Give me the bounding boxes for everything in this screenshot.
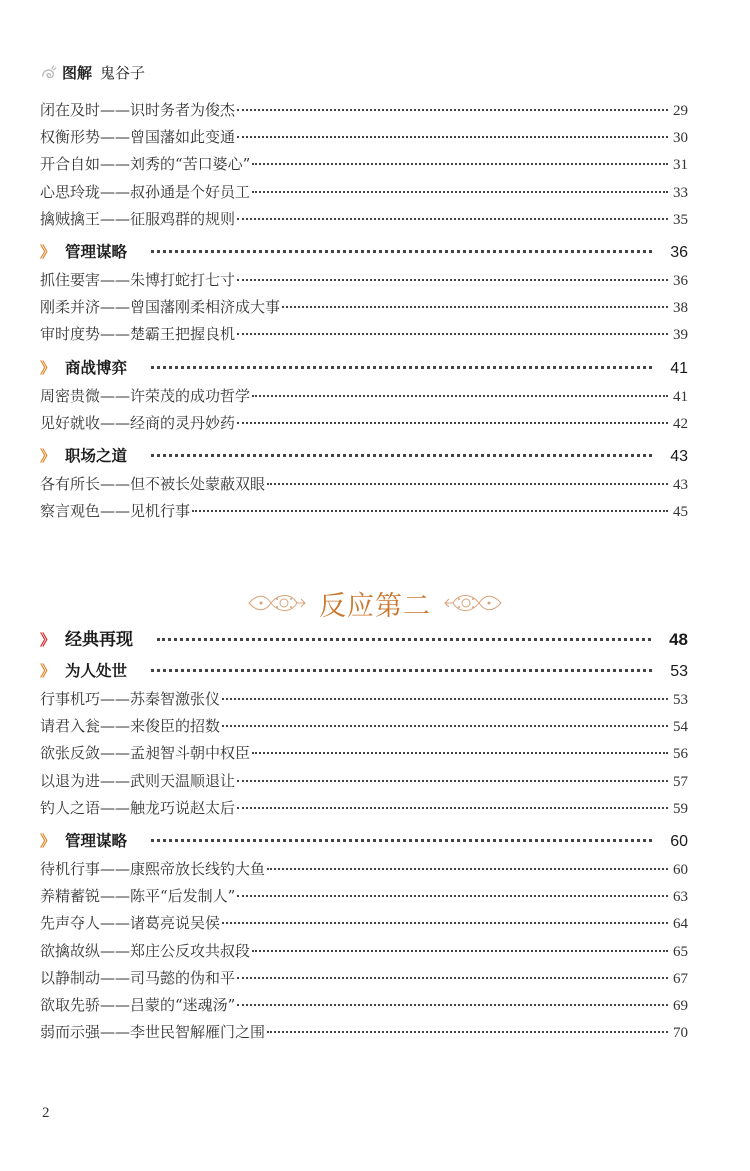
toc-entry[interactable]: 行事机巧——苏秦智激张仪 53 (40, 686, 688, 713)
chapter-title: 反应第二 (319, 590, 431, 622)
leader-dots (222, 922, 668, 924)
page-ref: 48 (669, 630, 688, 649)
snail-ornament-icon (40, 63, 58, 81)
leader-dots (237, 109, 668, 111)
page-ref: 63 (673, 889, 688, 906)
page-number: 2 (42, 1105, 50, 1121)
toc-section-heading[interactable]: 》 管理谋略 36 (40, 237, 688, 267)
toc-entry[interactable]: 刚柔并济——曾国藩刚柔相济成大事 38 (40, 294, 688, 321)
leader-dots (252, 163, 668, 165)
page-ref: 36 (670, 243, 688, 261)
page-ref: 41 (670, 359, 688, 377)
page-ref: 30 (673, 130, 688, 147)
leader-dots (237, 136, 668, 138)
toc-entry[interactable]: 以退为进——武则天温顺退让 57 (40, 768, 688, 795)
leader-dots (282, 306, 668, 308)
leader-dots (192, 510, 668, 512)
toc-entry[interactable]: 权衡形势——曾国藩如此变通 30 (40, 124, 688, 151)
leader-dots (237, 895, 668, 897)
leader-dots (222, 698, 668, 700)
floral-ornament-icon (443, 590, 503, 616)
page-ref: 60 (670, 832, 688, 850)
page-ref: 65 (673, 943, 688, 960)
leader-dots (237, 807, 668, 809)
toc-entry[interactable]: 周密贵微——许荣茂的成功哲学 41 (40, 383, 688, 410)
chevron-right-icon: 》 (40, 242, 56, 261)
chevron-right-icon: 》 (40, 831, 56, 850)
book-title: 鬼谷子 (100, 63, 146, 82)
leader-dots (237, 1004, 668, 1006)
toc-part-1 (40, 97, 688, 525)
page-ref: 38 (673, 300, 688, 317)
page-ref: 60 (673, 861, 688, 878)
running-header (40, 60, 145, 84)
toc-entry[interactable]: 见好就收——经商的灵丹妙药 42 (40, 410, 688, 437)
toc-main-heading[interactable]: 》 经典再现 48 (40, 624, 688, 656)
leader-dots (237, 780, 668, 782)
page-ref: 42 (673, 415, 688, 432)
toc-section-heading[interactable]: 》 为人处世 53 (40, 656, 688, 686)
toc-entry[interactable]: 审时度势——楚霸王把握良机 39 (40, 321, 688, 348)
toc-entry[interactable]: 擒贼擒王——征服鸡群的规则 35 (40, 206, 688, 233)
floral-ornament-icon (247, 590, 307, 616)
toc-entry[interactable]: 钓人之语——触龙巧说赵太后 59 (40, 795, 688, 822)
leader-dots (237, 279, 668, 281)
leader-dots (151, 669, 652, 672)
page-ref: 43 (670, 447, 688, 465)
leader-dots (252, 950, 668, 952)
leader-dots (267, 868, 668, 870)
chevron-right-icon: 》 (40, 358, 56, 377)
page-ref: 56 (673, 746, 688, 763)
page-ref: 39 (673, 327, 688, 344)
leader-dots (151, 366, 652, 369)
toc-entry[interactable]: 抓住要害——朱博打蛇打七寸 36 (40, 267, 688, 294)
toc-entry[interactable]: 待机行事——康熙帝放长线钓大鱼 60 (40, 856, 688, 883)
toc-entry[interactable]: 察言观色——见机行事 45 (40, 498, 688, 525)
toc-section-heading[interactable]: 》 职场之道 43 (40, 441, 688, 471)
chevron-right-icon: 》 (40, 662, 56, 680)
leader-dots (252, 752, 668, 754)
page-ref: 43 (673, 476, 688, 493)
leader-dots (151, 250, 652, 253)
toc-entry[interactable]: 养精蓄锐——陈平“后发制人” 63 (40, 883, 688, 910)
leader-dots (237, 977, 668, 979)
page-ref: 59 (673, 800, 688, 817)
leader-dots (237, 218, 668, 220)
toc-entry[interactable]: 开合自如——刘秀的“苦口婆心” 31 (40, 151, 688, 178)
toc-entry[interactable]: 心思玲珑——叔孙通是个好员工 33 (40, 179, 688, 206)
leader-dots (267, 483, 668, 485)
leader-dots (157, 638, 651, 641)
toc-entry[interactable]: 欲取先骄——吕蒙的“迷魂汤” 69 (40, 992, 688, 1019)
leader-dots (252, 191, 668, 193)
page-ref: 53 (673, 692, 688, 708)
leader-dots (252, 395, 668, 397)
chevron-right-icon: 》 (40, 631, 56, 649)
toc-entry[interactable]: 弱而示强——李世民智解雁门之围 70 (40, 1019, 688, 1046)
toc-section-heading[interactable]: 》 商战博弈 41 (40, 353, 688, 383)
page-ref: 45 (673, 504, 688, 521)
page-ref: 57 (673, 773, 688, 790)
page-ref: 36 (673, 272, 688, 289)
leader-dots (267, 1031, 668, 1033)
page-ref: 69 (673, 997, 688, 1014)
page-ref: 54 (673, 719, 688, 736)
leader-dots (151, 454, 652, 457)
leader-dots (237, 333, 668, 335)
page-ref: 64 (673, 916, 688, 933)
page-ref: 53 (670, 663, 688, 680)
toc-entry[interactable]: 以静制动——司马懿的伪和平 67 (40, 965, 688, 992)
toc-entry[interactable]: 请君入瓮——来俊臣的招数 54 (40, 713, 688, 740)
page-ref: 41 (673, 388, 688, 405)
page-ref: 35 (673, 211, 688, 228)
page-ref: 31 (673, 157, 688, 174)
toc-entry[interactable]: 欲张反敛——孟昶智斗朝中权臣 56 (40, 740, 688, 767)
page-ref: 67 (673, 970, 688, 987)
page-ref: 29 (673, 103, 688, 119)
page-ref: 70 (673, 1025, 688, 1042)
toc-entry[interactable]: 欲擒故纵——郑庄公反攻共叔段 65 (40, 938, 688, 965)
leader-dots (151, 839, 652, 842)
chevron-right-icon: 》 (40, 446, 56, 465)
toc-section-heading[interactable]: 》 管理谋略 60 (40, 826, 688, 856)
toc-entry[interactable]: 先声夺人——诸葛亮说吴侯 64 (40, 910, 688, 937)
toc-entry[interactable]: 各有所长——但不被长处蒙蔽双眼 43 (40, 471, 688, 498)
page-ref: 33 (673, 184, 688, 201)
toc-part-2 (40, 620, 688, 1046)
leader-dots (237, 422, 668, 424)
leader-dots (222, 725, 668, 727)
toc-entry[interactable]: 闭在及时——识时务者为俊杰 29 (40, 97, 688, 124)
book-series-label: 图解 (62, 63, 93, 82)
